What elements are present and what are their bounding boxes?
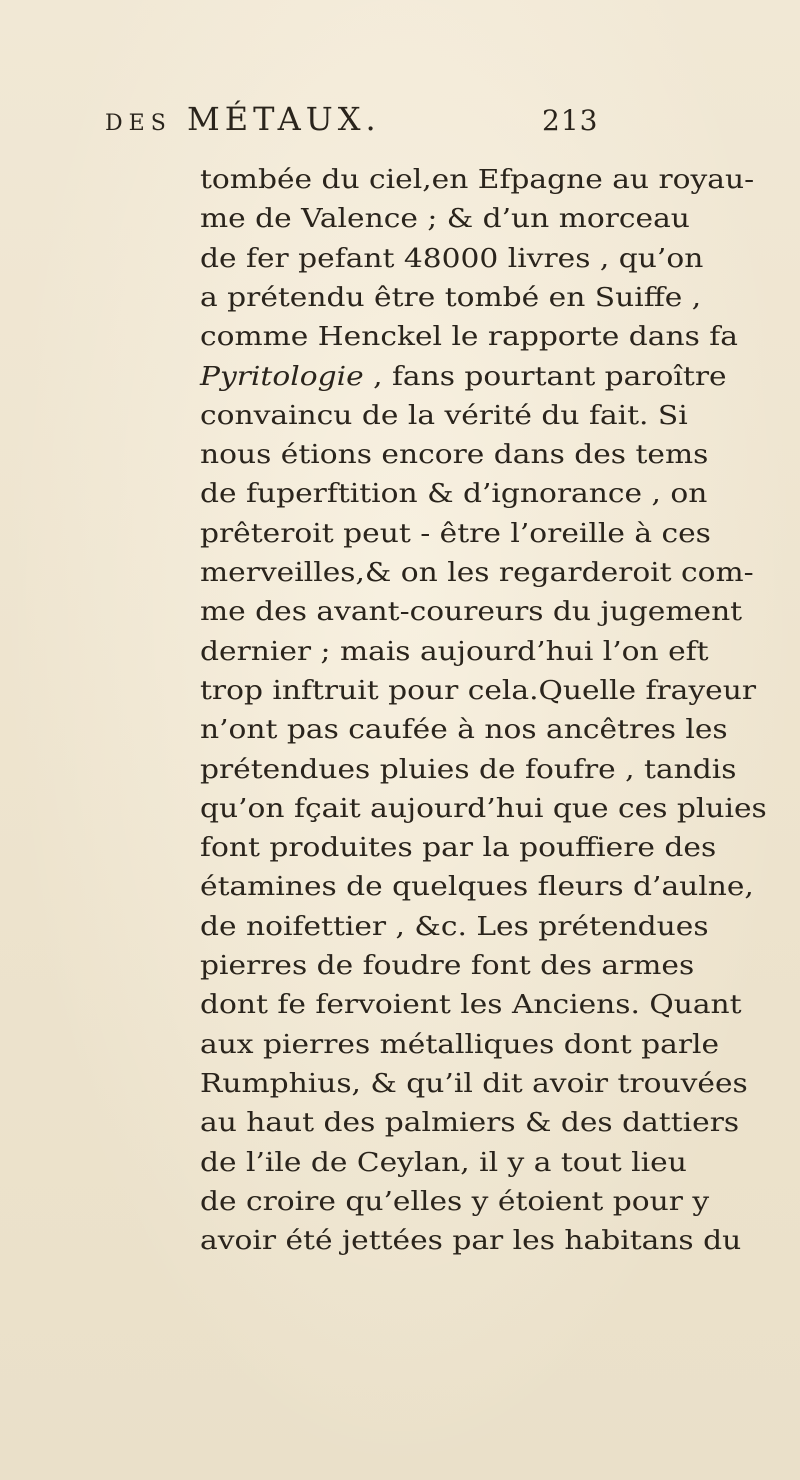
text-line: a prétendu être tombé en Suiffe ,: [200, 281, 702, 313]
running-head-title: [105, 100, 381, 138]
text-line: prétendues pluies de foufre , tandis: [200, 753, 737, 785]
text-line: prêteroit peut - être l’oreille à ces: [200, 517, 711, 549]
text-line: font produites par la pouffiere des: [200, 832, 717, 864]
text-line: avoir été jettées par les habitans du: [200, 1225, 742, 1257]
text-line: Rumphius, & qu’il dit avoir trouvées: [200, 1067, 748, 1099]
text-line: étamines de quelques fleurs d’aulne,: [200, 871, 754, 903]
text-line: me des avant-coureurs du jugement: [200, 596, 743, 628]
text-line: au haut des palmiers & des dattiers: [200, 1107, 740, 1139]
running-head-prefix: DES: [105, 111, 172, 136]
text-line: comme Henckel le rapporte dans fa: [200, 321, 738, 353]
text-line: dernier ; mais aujourd’hui l’on eft: [200, 635, 709, 667]
text-line: nous étions encore dans des tems: [200, 439, 709, 471]
running-head-main: MÉTAUX.: [186, 100, 381, 138]
running-head: [0, 100, 800, 150]
text-line: trop inftruit pour cela.Quelle frayeur: [200, 674, 757, 706]
text-line: aux pierres métalliques dont parle: [200, 1028, 720, 1060]
text-line: de noifettier , &c. Les prétendues: [200, 910, 709, 942]
text-line: n’ont pas caufée à nos ancêtres les: [200, 714, 728, 746]
text-line: qu’on fçait aujourd’hui que ces pluies: [200, 792, 767, 824]
text-line: convaincu de la vérité du fait. Si: [200, 399, 688, 431]
text-line: de fuperftition & d’ignorance , on: [200, 478, 708, 510]
text-line: de fer pefant 48000 livres , qu’on: [200, 242, 704, 274]
text-line: merveilles,& on les regarderoit com-: [200, 557, 754, 588]
page-number: 213: [542, 104, 599, 137]
text-line: de l’ile de Ceylan, il y a tout lieu: [200, 1146, 687, 1178]
text-line: tombée du ciel,en Efpagne au royau-: [200, 164, 755, 195]
text-line: pierres de foudre font des armes: [200, 950, 695, 981]
text-line: Pyritologie , fans pourtant paroître: [200, 360, 727, 392]
text-line: me de Valence ; & d’un morceau: [200, 203, 690, 235]
text-line: de croire qu’elles y étoient pour y: [200, 1185, 710, 1217]
text-line: dont fe fervoient les Anciens. Quant: [200, 989, 742, 1021]
book-title-italic: Pyritologie: [200, 360, 364, 392]
